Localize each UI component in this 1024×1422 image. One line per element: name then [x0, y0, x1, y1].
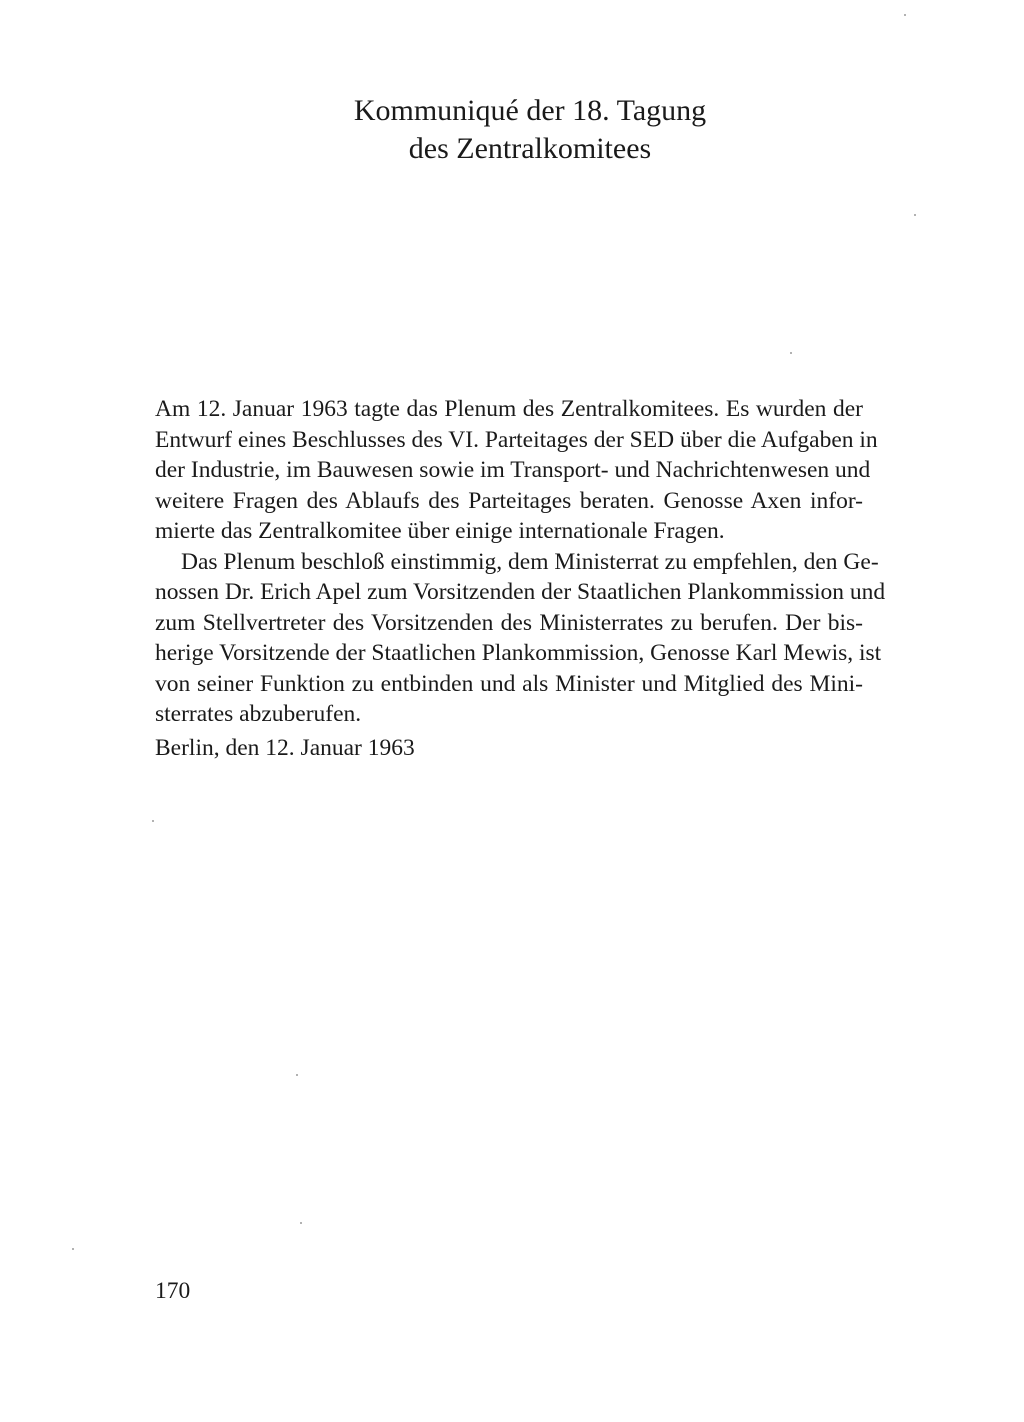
- scan-speck: [296, 1074, 298, 1076]
- scan-speck: [914, 214, 916, 216]
- scan-speck: [904, 14, 906, 16]
- paragraph-line: Am 12. Januar 1963 tagte das Plenum des Zentralkomitees. Es wurden der: [155, 396, 863, 422]
- paragraph-line: der Industrie, im Bauwesen sowie im Transport- und Nachrichtenwesen und: [155, 457, 871, 483]
- paragraph-1: [155, 394, 878, 547]
- paragraph-line: mierte das Zentralkomitee über einige internationale Fragen.: [155, 518, 725, 544]
- title-line-2: des Zentralkomitees: [408, 132, 652, 165]
- page-number: 170: [155, 1278, 191, 1304]
- paragraph-line: nossen Dr. Erich Apel zum Vorsitzenden der Staatlichen Plankommission und: [155, 579, 886, 605]
- paragraph-line: von seiner Funktion zu entbinden und als Minister und Mitglied des Mini-: [155, 670, 863, 697]
- paragraph-line: herige Vorsitzende der Staatlichen Plankommission, Genosse Karl Mewis, ist: [155, 640, 882, 666]
- paragraph-line: sterrates abzuberufen.: [155, 701, 362, 727]
- paragraph-line: Entwurf eines Beschlusses des VI. Parteitages der SED über die Aufgaben in: [155, 426, 878, 453]
- body-text: [155, 394, 886, 730]
- page-title: [280, 92, 780, 168]
- scan-speck: [72, 1248, 74, 1250]
- scan-speck: [790, 352, 792, 354]
- paragraph-line: zum Stellvertreter des Vorsitzenden des Ministerrates zu berufen. Der bis-: [155, 609, 863, 636]
- title-line-1: Kommuniqué der 18. Tagung: [353, 94, 707, 127]
- paragraph-line: weitere Fragen des Ablaufs des Parteitages beraten. Genosse Axen infor-: [155, 487, 863, 514]
- paragraph-line: Das Plenum beschloß einstimmig, dem Ministerrat zu empfehlen, den Ge-: [181, 548, 879, 575]
- scan-speck: [152, 820, 154, 822]
- scan-speck: [300, 1222, 302, 1224]
- dateline: Berlin, den 12. Januar 1963: [155, 735, 415, 761]
- paragraph-2: [155, 547, 886, 730]
